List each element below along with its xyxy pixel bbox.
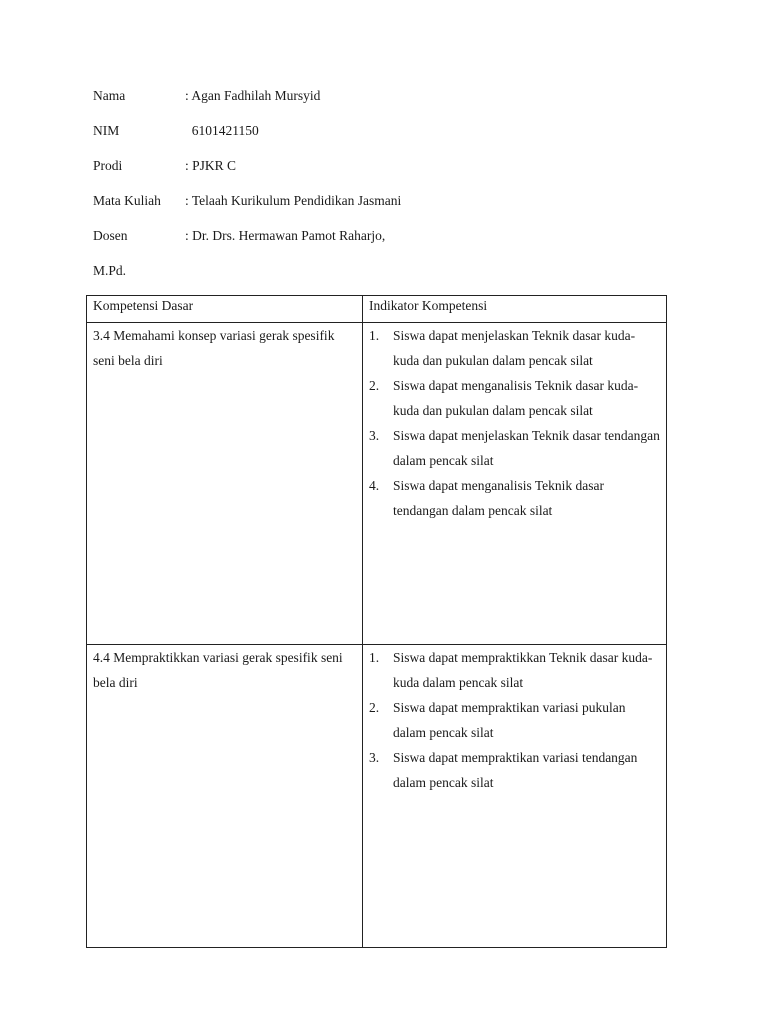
list-text: Siswa dapat menjelaskan Teknik dasar tendangan dalam pencak silat: [393, 428, 660, 468]
nim-label: NIM: [93, 123, 120, 138]
list-item: [369, 373, 660, 423]
list-text: Siswa dapat mempraktikan variasi tendangan dalam pencak silat: [393, 750, 638, 790]
list-text: Siswa dapat mempraktikan variasi pukulan dalam pencak silat: [393, 700, 626, 740]
list-item: [369, 423, 660, 473]
table-header-row: [87, 296, 667, 323]
kompetensi-dasar-cell: 4.4 Mempraktikkan variasi gerak spesifik seni bela diri: [87, 645, 363, 948]
list-text: Siswa dapat menganalisis Teknik dasar kuda-kuda dan pukulan dalam pencak silat: [393, 378, 639, 418]
list-item: [369, 323, 660, 373]
header-indikator-kompetensi: Indikator Kompetensi: [363, 296, 667, 323]
dosen-label: Dosen: [93, 228, 128, 243]
list-number: 1.: [369, 650, 380, 665]
list-number: 3.: [369, 428, 380, 443]
list-number: 2.: [369, 700, 380, 715]
prodi-label: Prodi: [93, 158, 123, 173]
dosen-title: M.Pd.: [93, 263, 127, 278]
list-number: 2.: [369, 378, 380, 393]
mata-kuliah-value: : Telaah Kurikulum Pendidikan Jasmani: [185, 193, 402, 208]
kompetensi-dasar-cell: 3.4 Memahami konsep variasi gerak spesifik seni bela diri: [87, 323, 363, 645]
list-text: Siswa dapat mempraktikkan Teknik dasar kuda-kuda dalam pencak silat: [393, 650, 653, 690]
list-text: Siswa dapat menjelaskan Teknik dasar kuda-kuda dan pukulan dalam pencak silat: [393, 328, 636, 368]
mata-kuliah-label: Mata Kuliah: [93, 193, 161, 208]
list-item: [369, 745, 660, 795]
competency-table: [86, 295, 667, 948]
list-item: [369, 695, 660, 745]
list-number: 1.: [369, 328, 380, 343]
nim-value: 6101421150: [185, 123, 259, 138]
table-row: [87, 645, 667, 948]
list-item: [369, 473, 660, 523]
list-item: [369, 645, 660, 695]
list-text: Siswa dapat menganalisis Teknik dasar tendangan dalam pencak silat: [393, 478, 605, 518]
table-row: [87, 323, 667, 645]
nama-value: : Agan Fadhilah Mursyid: [185, 88, 321, 103]
indicator-list: [369, 645, 660, 795]
indicator-list: [369, 323, 660, 523]
list-number: 4.: [369, 478, 380, 493]
list-number: 3.: [369, 750, 380, 765]
prodi-value: : PJKR C: [185, 158, 237, 173]
header-kompetensi-dasar: Kompetensi Dasar: [87, 296, 363, 323]
indikator-cell: [363, 323, 667, 645]
nama-label: Nama: [93, 88, 126, 103]
indikator-cell: [363, 645, 667, 948]
dosen-value: : Dr. Drs. Hermawan Pamot Raharjo,: [185, 228, 386, 243]
